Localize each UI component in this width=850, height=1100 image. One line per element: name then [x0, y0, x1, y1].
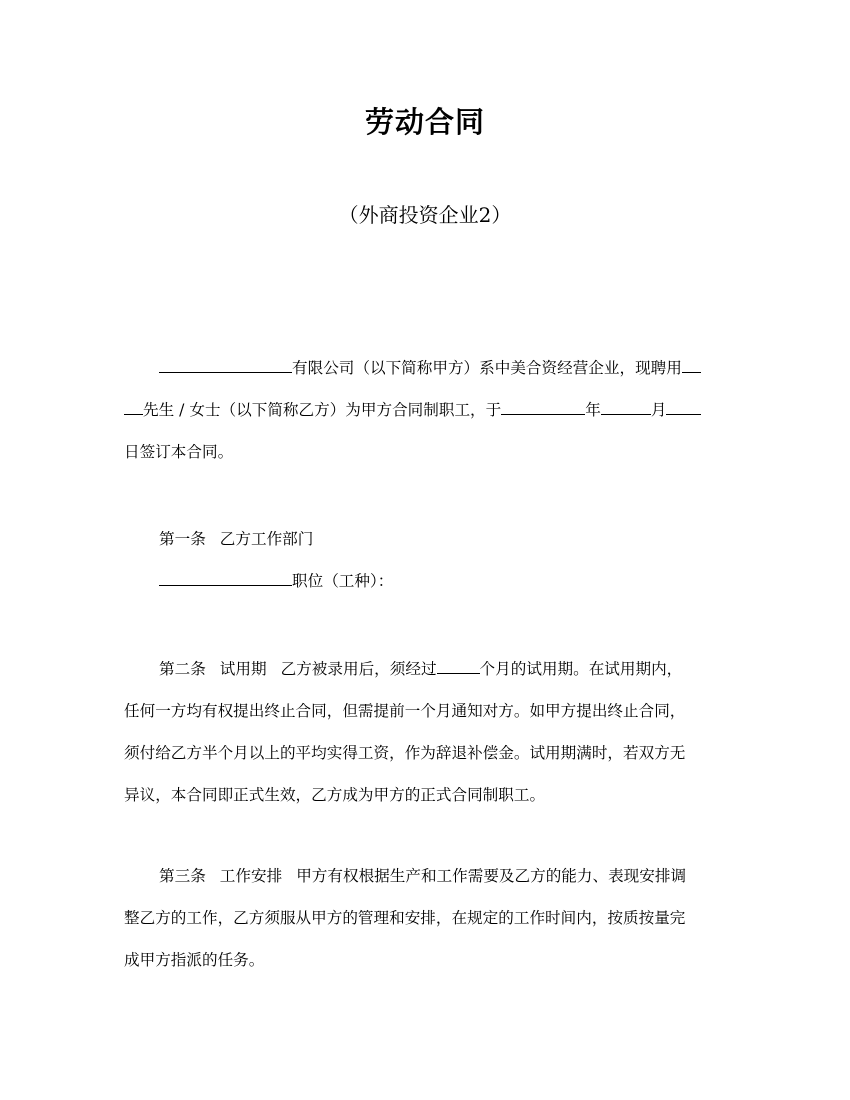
- sign-month-blank[interactable]: [601, 400, 651, 415]
- position-label: 职位（工种）：: [292, 572, 394, 590]
- article-2: [124, 648, 727, 816]
- article-2-line-1: 第二条 试用期 乙方被录用后，须经过 个月的试用期。在试用期内，: [159, 660, 683, 678]
- article-1-line-1: [124, 518, 727, 560]
- company-name-blank[interactable]: [159, 358, 292, 373]
- article-3-line-1: 第三条 工作安排 甲方有权根据生产和工作需要及乙方的能力、表现安排调: [159, 867, 687, 885]
- article-2-line-2: 任何一方均有权提出终止合同，但需提前一个月通知对方。如甲方提出终止合同，: [124, 702, 686, 720]
- employee-name-blank-start[interactable]: [682, 358, 701, 373]
- probation-months-blank[interactable]: [437, 659, 480, 674]
- article-3-line-2: 整乙方的工作，乙方须服从甲方的管理和安排，在规定的工作时间内，按质按量完: [124, 909, 686, 927]
- article-2-line-4: 异议，本合同即正式生效，乙方成为甲方的正式合同制职工。: [124, 786, 546, 804]
- employee-name-blank-end[interactable]: [124, 400, 143, 415]
- intro-line-2: 先生 / 女士（以下简称乙方）为甲方合同制职工，于 年 月: [124, 389, 727, 431]
- intro-line-1: 有限公司（以下简称甲方）系中美合资经营企业，现聘用: [124, 347, 727, 389]
- article-3-line-3: 成甲方指派的任务。: [124, 951, 265, 969]
- article-1: [124, 518, 727, 602]
- sign-day-blank[interactable]: [666, 400, 701, 415]
- article-3-heading: 第三条: [159, 867, 206, 885]
- intro-line-3: 日签订本合同。: [124, 443, 234, 461]
- article-2-heading: 第二条: [159, 660, 206, 678]
- sign-year-blank[interactable]: [501, 400, 585, 415]
- article-1-name: 乙方工作部门: [219, 530, 314, 548]
- article-1-line-2: [124, 560, 727, 602]
- article-1-heading: 第一条: [159, 530, 206, 548]
- article-3-name: 工作安排: [219, 867, 283, 885]
- article-2-name: 试用期: [219, 660, 267, 678]
- article-2-line-3: 须付给乙方半个月以上的平均实得工资，作为辞退补偿金。试用期满时，若双方无: [124, 744, 686, 762]
- intro-paragraph: [124, 347, 727, 473]
- document-title: 劳动合同: [364, 105, 485, 139]
- article-3: [124, 855, 727, 981]
- document-subtitle: （外商投资企业2）: [338, 203, 512, 227]
- department-blank[interactable]: [159, 571, 292, 586]
